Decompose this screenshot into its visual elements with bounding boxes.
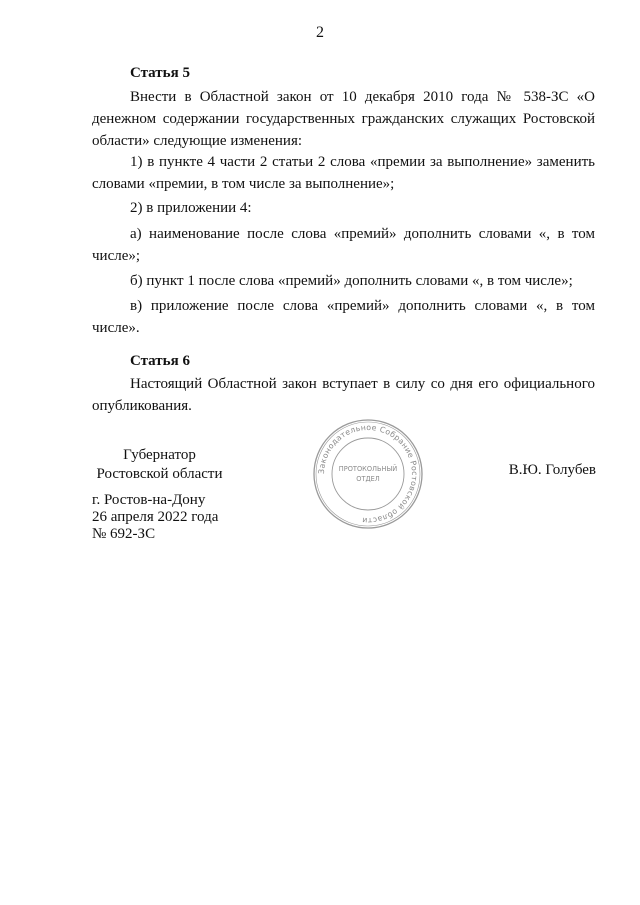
article-5-item-1: 1) в пункте 4 части 2 статьи 2 слова «премии за выполнение» заменить словами «премии, в том числе за выполнение»; [92, 154, 595, 192]
article-5-item-2-block [92, 197, 595, 219]
signature-title-line-2: Ростовской области [96, 466, 223, 482]
article-5-item-2c: в) приложение после слова «премий» дополнить словами «, в том числе». [92, 298, 595, 336]
stamp-center-line-1: ПРОТОКОЛЬНЫЙ [338, 465, 398, 473]
official-stamp [312, 418, 424, 530]
stamp-ring-text: Законодательное Собрание Ростовской области [316, 422, 420, 526]
article-5-body [92, 86, 595, 152]
article-5-heading-block [92, 62, 595, 84]
article-5-item-2: 2) в приложении 4: [130, 200, 252, 216]
law-number: № 692-ЗС [92, 526, 156, 542]
article-5-item-2a: а) наименование после слова «премий» дополнить словами «, в том числе»; [92, 226, 595, 264]
page-number: 2 [316, 24, 324, 41]
article-6-text: Настоящий Областной закон вступает в силу со дня его официального опубликования. [92, 376, 595, 414]
article-6-heading: Статья 6 [130, 353, 190, 369]
article-5-intro: Внести в Областной закон от 10 декабря 2010 года № 538-ЗС «О денежном содержании государственных гражданских служащих Ростовской области» следующие изменения: [92, 89, 595, 149]
article-5-item-2a-block [92, 223, 595, 267]
article-5-item-2b-block [92, 270, 595, 292]
law-date: 26 апреля 2022 года [92, 509, 219, 525]
article-6-body [92, 373, 595, 417]
stamp-center-line-2: ОТДЕЛ [356, 475, 380, 483]
law-meta [92, 492, 218, 543]
article-6-heading-block [92, 350, 595, 372]
signature-title-line-1: Губернатор [123, 447, 196, 463]
law-place: г. Ростов-на-Дону [92, 492, 206, 508]
signature-title [92, 446, 227, 484]
article-5-item-2c-block [92, 295, 595, 339]
article-5-heading: Статья 5 [130, 65, 190, 81]
article-5-item-2b: б) пункт 1 после слова «премий» дополнить словами «, в том числе»; [130, 273, 573, 289]
signature-name: В.Ю. Голубев [508, 462, 596, 478]
article-5-item-1-block [92, 151, 595, 195]
